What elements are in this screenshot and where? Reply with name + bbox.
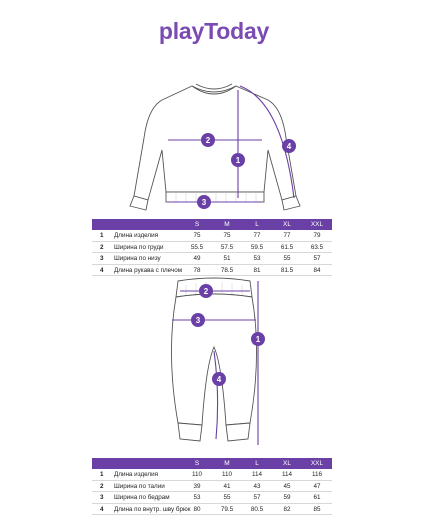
cell-value: 39 [193,482,201,490]
cell-value: 53 [253,255,261,263]
size-header: M [224,460,230,467]
cell-value: 61 [313,494,321,502]
row-number: 3 [100,255,104,263]
cell-value: 81 [253,266,261,274]
cell-value: 75 [193,232,201,239]
cell-value: 79 [313,232,321,239]
cell-value: 49 [193,255,201,263]
table-row [92,469,332,481]
cell-value: 47 [313,482,321,490]
cell-value: 63.5 [310,243,324,251]
row-label: Ширина по бедрам [114,494,170,502]
cell-value: 77 [253,232,261,239]
row-number: 4 [100,266,104,274]
marker-label: 1 [235,156,241,165]
table-row [92,242,332,254]
cell-value: 77 [283,232,291,239]
cell-value: 61.5 [280,243,294,251]
size-header: XL [283,460,291,467]
cell-value: 55.5 [190,243,204,251]
cell-value: 110 [191,471,203,478]
cell-value: 80.5 [250,505,264,513]
row-number: 1 [100,232,104,239]
cell-value: 110 [221,471,233,478]
size-header: XXL [310,221,324,228]
row-number: 1 [100,471,104,478]
marker-label: 4 [286,142,292,151]
cell-value: 59 [283,494,291,502]
cell-value: 45 [283,482,291,490]
cell-value: 114 [281,471,293,478]
row-number: 4 [100,505,104,513]
cell-value: 51 [223,255,231,263]
cell-value: 85 [313,505,321,513]
marker-label: 2 [203,287,209,296]
row-number: 2 [100,482,104,490]
size-header: S [194,221,200,228]
marker-label: 3 [195,316,201,325]
row-label: Длина по внутр. шву брюк [114,505,191,513]
row-label: Длина изделия [114,471,159,478]
cell-value: 43 [253,482,261,490]
row-label: Ширина по талии [114,482,165,490]
cell-value: 57.5 [220,243,234,251]
marker-label: 3 [201,198,207,207]
table-header [92,458,332,469]
marker-label: 2 [205,136,211,145]
row-label: Ширина по груди [114,243,164,251]
size-header: XL [283,221,291,228]
row-number: 3 [100,494,104,502]
table-row [92,253,332,265]
cell-value: 79.5 [220,505,234,513]
cell-value: 55 [283,255,291,263]
marker-label: 1 [255,335,261,344]
cell-value: 116 [311,471,323,478]
pants-illustration [0,275,428,453]
marker-label: 4 [216,375,222,384]
cell-value: 81.5 [280,266,294,274]
size-header: XXL [310,460,324,467]
size-header: L [255,460,259,467]
table-row [92,492,332,504]
cell-value: 55 [223,494,231,502]
cell-value: 82 [283,505,291,513]
row-label: Длина изделия [114,232,159,239]
row-label: Ширина по низу [114,255,161,263]
size-header: S [194,460,200,467]
table-row [92,481,332,493]
brand-logo: playToday [158,18,270,44]
cell-value: 59.5 [250,243,264,251]
row-label: Длина рукава с плечом [114,266,183,274]
cell-value: 57 [313,255,321,263]
sweatshirt-illustration [0,78,428,213]
cell-value: 57 [253,494,261,502]
cell-value: 41 [223,482,231,490]
sweatshirt-size-table [92,219,332,276]
cell-value: 53 [193,494,201,502]
cell-value: 80 [193,505,201,513]
table-header [92,219,332,230]
inseam-measure-line [214,351,218,439]
pants-size-table [92,458,332,515]
row-number: 2 [100,243,104,251]
cell-value: 114 [251,471,263,478]
table-row [92,230,332,242]
table-row [92,504,332,516]
cell-value: 75 [223,232,231,239]
cell-value: 78.5 [220,266,234,274]
cell-value: 84 [313,266,321,274]
cell-value: 78 [193,266,201,274]
size-header: M [224,221,230,228]
size-header: L [255,221,259,228]
